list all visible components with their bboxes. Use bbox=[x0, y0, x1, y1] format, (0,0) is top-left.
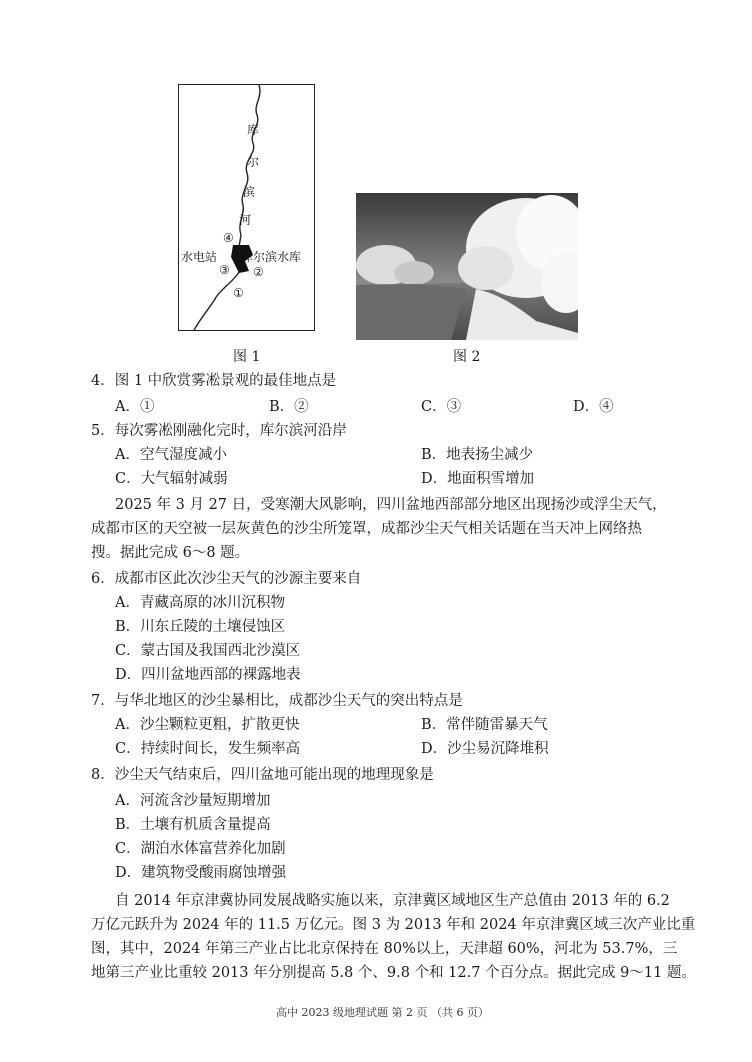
point-3-marker: ③ bbox=[219, 263, 230, 277]
point-1-marker: ① bbox=[233, 286, 244, 300]
q4-option-a: A．① bbox=[115, 399, 155, 415]
figure-2-caption: 图 2 bbox=[453, 349, 481, 365]
passage-1-line-3: 搜。据此完成 6～8 题。 bbox=[91, 545, 250, 561]
station-label: 水电站 bbox=[181, 250, 218, 264]
river-char-1: 库 bbox=[247, 123, 260, 137]
reservoir-label: 库尔滨水库 bbox=[241, 250, 302, 264]
figure-2-photo bbox=[356, 193, 578, 340]
q8-stem: 8．沙尘天气结束后，四川盆地可能出现的地理现象是 bbox=[91, 767, 434, 783]
river-char-4: 河 bbox=[239, 213, 252, 227]
q7-option-d: D．沙尘易沉降堆积 bbox=[421, 741, 549, 757]
q8-option-c: C．湖泊水体富营养化加剧 bbox=[115, 841, 286, 857]
q7-option-c: C．持续时间长，发生频率高 bbox=[115, 741, 301, 757]
q6-option-b: B．川东丘陵的土壤侵蚀区 bbox=[115, 619, 286, 635]
figure-1-caption: 图 1 bbox=[233, 349, 261, 365]
q7-stem: 7．与华北地区的沙尘暴相比，成都沙尘天气的突出特点是 bbox=[91, 693, 463, 709]
river-char-2: 尔 bbox=[247, 155, 260, 169]
page-footer: 高中 2023 级地理试题 第 2 页 （共 6 页） bbox=[276, 1006, 489, 1019]
rime-landscape-image bbox=[356, 193, 578, 340]
q5-stem: 5．每次雾凇刚融化完时，库尔滨河沿岸 bbox=[91, 423, 347, 439]
figure-1-map bbox=[178, 84, 315, 331]
passage-2-line-1: 自 2014 年京津冀协同发展战略实施以来，京津冀区域地区生产总值由 2013 年的 6.2 bbox=[115, 893, 670, 909]
q4-option-c: C．③ bbox=[421, 399, 462, 415]
point-4-marker: ④ bbox=[223, 231, 234, 245]
q5-option-d: D．地面积雪增加 bbox=[421, 471, 535, 487]
river-char-3: 滨 bbox=[243, 185, 256, 199]
passage-1-line-2: 成都市区的天空被一层灰黄色的沙尘所笼罩，成都沙尘天气相关话题在当天冲上网络热 bbox=[91, 521, 642, 537]
q8-option-b: B．土壤有机质含量提高 bbox=[115, 817, 271, 833]
q4-stem: 4．图 1 中欣赏雾凇景观的最佳地点是 bbox=[91, 373, 337, 389]
q8-option-d: D．建筑物受酸雨腐蚀增强 bbox=[115, 865, 287, 881]
passage-2-line-4: 地第三产业比重较 2013 年分别提高 5.8 个、9.8 个和 12.7 个百分点。据此完成 9～11 题。 bbox=[91, 965, 696, 981]
q4-option-b: B．② bbox=[269, 399, 309, 415]
q4-option-d: D．④ bbox=[573, 399, 614, 415]
q7-option-a: A．沙尘颗粒更粗，扩散更快 bbox=[115, 717, 300, 733]
q7-option-b: B．常伴随雷暴天气 bbox=[421, 717, 548, 733]
q6-option-d: D．四川盆地西部的裸露地表 bbox=[115, 667, 301, 683]
q6-option-a: A．青藏高原的冰川沉积物 bbox=[115, 595, 285, 611]
point-2-marker: ② bbox=[253, 265, 264, 279]
passage-2-line-3: 图，其中，2024 年第三产业占比北京保持在 80%以上，天津超 60%，河北为 53.7%，三 bbox=[91, 941, 678, 957]
q5-option-c: C．大气辐射减弱 bbox=[115, 471, 228, 487]
passage-1-line-1: 2025 年 3 月 27 日，受寒潮大风影响，四川盆地西部部分地区出现扬沙或浮尘天气， bbox=[115, 497, 667, 513]
q8-option-a: A．河流含沙量短期增加 bbox=[115, 793, 271, 809]
q6-stem: 6．成都市区此次沙尘天气的沙源主要来自 bbox=[91, 571, 362, 587]
q6-option-c: C．蒙古国及我国西北沙漠区 bbox=[115, 643, 301, 659]
q5-option-b: B．地表扬尘减少 bbox=[421, 447, 534, 463]
passage-2-line-2: 万亿元跃升为 2024 年的 11.5 万亿元。图 3 为 2013 年和 2024 年京津冀区域三次产业比重 bbox=[91, 917, 696, 933]
q5-option-a: A．空气湿度减小 bbox=[115, 447, 227, 463]
